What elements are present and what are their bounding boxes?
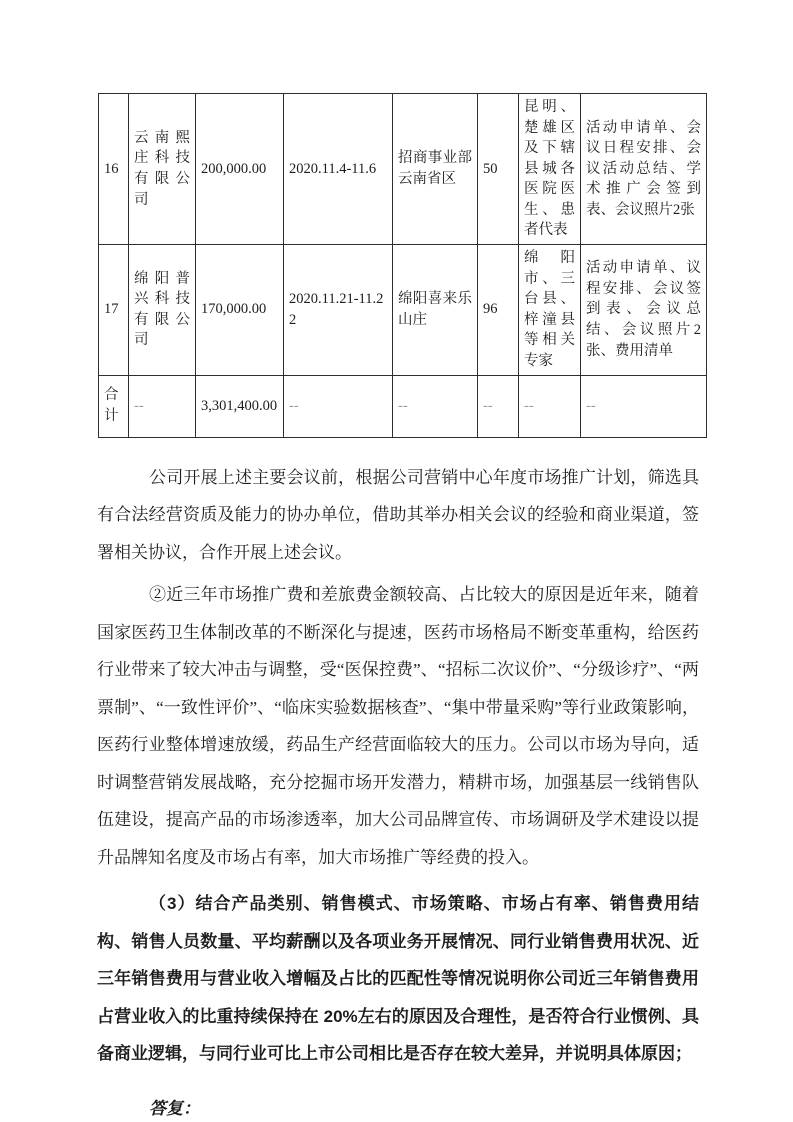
cell-total-attendees: -- (519, 375, 581, 437)
cell-date: 2020.11.21-11.22 (284, 245, 393, 375)
cell-total-label: 合计 (99, 375, 129, 437)
cell-total-company: -- (129, 375, 196, 437)
cell-company: 云南熙庄科技有限公司 (129, 94, 196, 245)
cell-amount: 200,000.00 (196, 94, 284, 245)
promotion-meetings-table (98, 93, 707, 438)
cell-count: 96 (478, 245, 519, 375)
cell-total-documents: -- (581, 375, 707, 437)
cell-total-location: -- (393, 375, 478, 437)
para-question-3: （3）结合产品类别、销售模式、市场策略、市场占有率、销售费用结构、销售人员数量、平均薪酬以及各项业务开展情况、同行业销售费用状况、近三年销售费用与营业收入增幅及占比的匹配性等情况说明你公司近三年销售费用占营业收入的比重持续保持在 20%左右的原因及合理性，是否符合行业惯例、具备商业逻辑，与同行业可比上市公司相比是否存在较大差异，并说明具体原因； (97, 894, 699, 1064)
cell-location: 绵阳喜来乐山庄 (393, 245, 478, 375)
cell-amount: 170,000.00 (196, 245, 284, 375)
cell-total-amount: 3,301,400.00 (196, 375, 284, 437)
cell-documents: 活动申请单、议程安排、会议签到表、会议总结、会议照片2张、费用清单 (581, 245, 707, 375)
cell-company: 绵阳普兴科技有限公司 (129, 245, 196, 375)
cell-documents: 活动申请单、会议日程安排、会议活动总结、学术推广会签到表、会议照片2张 (581, 94, 707, 245)
cell-seq: 17 (99, 245, 129, 375)
cell-seq: 16 (99, 94, 129, 245)
reply-label: 答复： (149, 1098, 200, 1118)
cell-total-count: -- (478, 375, 519, 437)
table-row-17 (99, 245, 707, 375)
para-expense-reason: ②近三年市场推广费和差旅费金额较高、占比较大的原因是近年来，随着国家医药卫生体制改革的不断深化与提速，医药市场格局不断变革重构，给医药行业带来了较大冲击与调整，受“医保控费”、“招标二次议价”、“分级诊疗”、“两票制”、“一致性评价”、“临床实验数据核查”、“集中带量采购”等行业政策影响，医药行业整体增速放缓，药品生产经营面临较大的压力。公司以市场为导向，适时调整营销发展战略，充分挖掘市场开发潜力，精耕市场，加强基层一线销售队伍建设，提高产品的市场渗透率，加大公司品牌宣传、市场调研及学术建设以提升品牌知名度及市场占有率，加大市场推广等经费的投入。 (97, 585, 699, 867)
cell-count: 50 (478, 94, 519, 245)
table-row-16 (99, 94, 707, 245)
cell-attendees: 昆明、楚雄区及下辖县城各医院医生、患者代表 (519, 94, 581, 245)
para-cooperation-process: 公司开展上述主要会议前，根据公司营销中心年度市场推广计划，筛选具有合法经营资质及能力的协办单位，借助其举办相关会议的经验和商业渠道，签署相关协议，合作开展上述会议。 (97, 467, 699, 562)
document-body (97, 459, 699, 1122)
cell-total-date: -- (284, 375, 393, 437)
table-total-row (99, 375, 707, 437)
cell-date: 2020.11.4-11.6 (284, 94, 393, 245)
cell-location: 招商事业部云南省区 (393, 94, 478, 245)
cell-attendees: 绵阳市、三台县、梓潼县等相关专家 (519, 245, 581, 375)
